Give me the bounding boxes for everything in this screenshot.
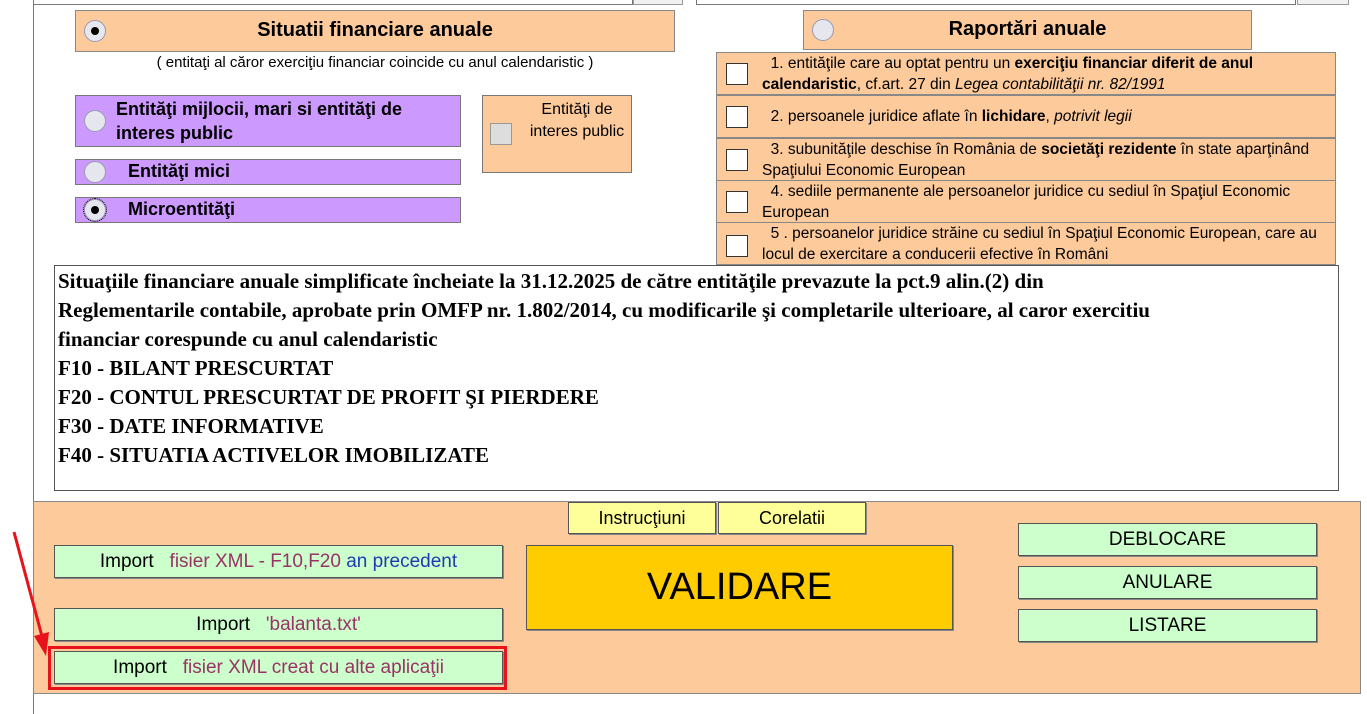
- import-label: Import: [99, 550, 154, 572]
- cancel-button[interactable]: ANULARE: [1018, 566, 1317, 599]
- import-desc: fisier XML creat cu alte aplicaţii: [182, 656, 444, 678]
- report-text: subunităţile deschise în România de: [787, 141, 1042, 158]
- import-other-apps-button[interactable]: [54, 651, 503, 684]
- report-num: 3.: [770, 141, 784, 158]
- report-option-2-checkbox[interactable]: [726, 106, 748, 128]
- report-option-4-checkbox[interactable]: [726, 191, 748, 213]
- report-text: persoanelor juridice străine cu sediul în Spaţiul Economic European, care au locul de exercitare a conducerii efective în Români: [762, 225, 1317, 263]
- report-text: entităţile care au optat pentru un: [787, 55, 1015, 72]
- description-line-5: F20 - CONTUL PRESCURTAT DE PROFIT ŞI PIERDERE: [58, 385, 599, 409]
- report-option-2[interactable]: [716, 95, 1336, 138]
- report-option-4-text: [762, 181, 1329, 223]
- public-interest-label: Entităţi de interes public: [529, 101, 625, 140]
- medium-large-radio[interactable]: [84, 110, 106, 132]
- report-option-2-text: [762, 106, 1329, 127]
- report-text: ,: [1045, 108, 1055, 125]
- medium-large-label: Entităţi mijlocii, mari si entităţi de interes public: [116, 99, 403, 143]
- option-medium-large-entities[interactable]: [75, 95, 461, 147]
- annual-statements-header[interactable]: [75, 10, 675, 52]
- report-bold: exerciţiu financiar diferit de anul calendaristic: [762, 55, 1254, 93]
- top-small-box-2: [1297, 0, 1349, 5]
- report-italic: Legea contabilităţii nr. 82/1991: [955, 76, 1166, 93]
- description-line-4: F10 - BILANT PRESCURTAT: [58, 356, 334, 380]
- report-option-1[interactable]: [716, 52, 1336, 95]
- micro-entities-radio[interactable]: [84, 199, 106, 221]
- report-option-3-checkbox[interactable]: [726, 149, 748, 171]
- report-num: 4.: [770, 183, 784, 200]
- annual-statements-subtitle: ( entitaţi al căror exerciţiu financiar coincide cu anul calendaristic ): [156, 54, 594, 71]
- option-small-entities[interactable]: [75, 159, 461, 185]
- report-text: , cf.art. 27 din: [856, 76, 955, 93]
- small-entities-radio[interactable]: [84, 161, 106, 183]
- import-extra: an precedent: [346, 550, 458, 572]
- description-line-6: F30 - DATE INFORMATIVE: [58, 414, 324, 438]
- unlock-button[interactable]: DEBLOCARE: [1018, 523, 1317, 556]
- report-option-5[interactable]: [716, 222, 1336, 265]
- report-text: sediile permanente ale persoanelor juridice cu sediul în Spaţiul Economic European: [762, 183, 1291, 221]
- validate-button[interactable]: [526, 545, 953, 630]
- top-left-edge: [33, 0, 633, 5]
- list-button[interactable]: LISTARE: [1018, 609, 1317, 642]
- report-italic: potrivit legii: [1054, 108, 1132, 125]
- import-label: Import: [196, 613, 251, 635]
- annual-statements-title: Situatii financiare anuale: [257, 19, 493, 41]
- import-balance-button[interactable]: [54, 608, 503, 641]
- top-small-box-1: [633, 0, 683, 5]
- report-option-4[interactable]: [716, 180, 1336, 223]
- small-entities-label: Entităţi mici: [128, 161, 231, 181]
- validate-label: VALIDARE: [646, 566, 833, 608]
- report-option-1-text: [762, 53, 1329, 95]
- report-option-5-checkbox[interactable]: [726, 235, 748, 257]
- micro-entities-label: Microentităţi: [128, 199, 236, 219]
- description-line-3: financiar corespunde cu anul calendaristic: [58, 327, 438, 351]
- import-desc: 'balanta.txt': [265, 613, 361, 635]
- report-option-3-text: [762, 139, 1329, 181]
- report-num: 1.: [770, 55, 784, 72]
- correlations-button[interactable]: Corelatii: [718, 502, 866, 534]
- report-num: 5 .: [770, 225, 788, 242]
- report-text: în state aparţinând Spaţiului Economic European: [762, 141, 1310, 179]
- report-text: persoanele juridice aflate în: [787, 108, 982, 125]
- import-desc: fisier XML - F10,F20: [169, 550, 341, 572]
- description-box: [54, 265, 1339, 491]
- instructions-button[interactable]: Instrucţiuni: [568, 502, 716, 534]
- report-bold: lichidare: [981, 108, 1046, 125]
- description-line-1: Situaţiile financiare anuale simplificate încheiate la 31.12.2025 de către entităţile prevazute la pct.9 alin.(2) din: [58, 269, 1044, 293]
- import-previous-year-button[interactable]: [54, 545, 503, 578]
- annual-reports-header[interactable]: [803, 10, 1252, 50]
- top-right-edge: [696, 0, 1296, 5]
- option-micro-entities[interactable]: [75, 197, 461, 223]
- report-bold: societăţi rezidente: [1041, 141, 1177, 158]
- import-label: Import: [113, 656, 167, 678]
- public-interest-checkbox[interactable]: [490, 123, 512, 145]
- description-line-2: Reglementarile contabile, aprobate prin OMFP nr. 1.802/2014, cu modificarile şi completarile ulterioare, al caror exercitiu: [58, 298, 1150, 322]
- report-option-1-checkbox[interactable]: [726, 63, 748, 85]
- report-option-5-text: [762, 223, 1329, 265]
- public-interest-box[interactable]: [482, 95, 632, 173]
- report-option-3[interactable]: [716, 138, 1336, 181]
- report-num: 2.: [770, 108, 784, 125]
- annual-reports-title: Raportări anuale: [948, 18, 1107, 40]
- annotation-arrow-icon: [8, 528, 52, 660]
- description-line-7: F40 - SITUATIA ACTIVELOR IMOBILIZATE: [58, 443, 489, 467]
